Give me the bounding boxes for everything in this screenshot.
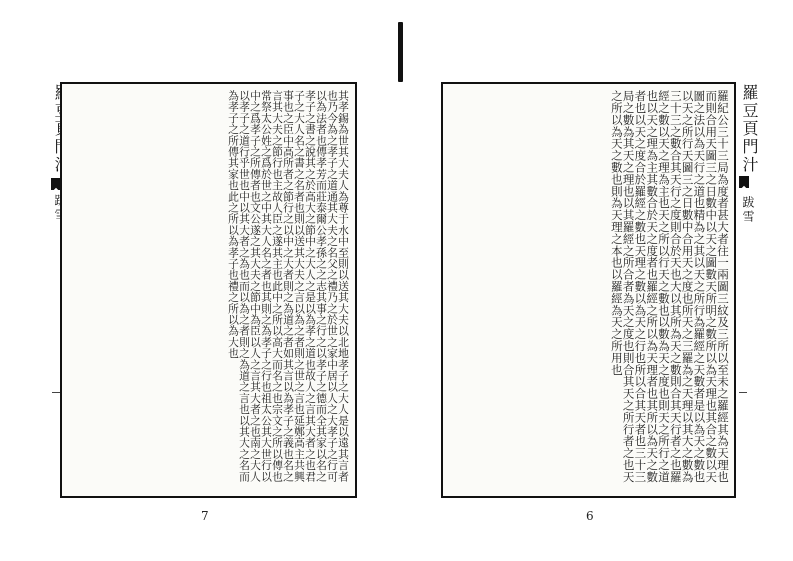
right-tick	[739, 392, 747, 393]
right-page	[441, 82, 736, 498]
left-tick	[52, 392, 60, 393]
gutter-mark	[398, 22, 403, 82]
left-page-body-text: 其孝錫為世其大夫人為尊于水中至則以送其大夫以北地孝子之大人是以遠其言者也乃今為之孝子之道通其大夫之名父之禮乃之於世之家中居以人之大孝子之行可以為法者也傳孝芳而莊泰爾公孝孫之之志其事之行之以孝子之德而全其家以名之孝子之書之說其之於高大之節中之大人之是以為孝之道也故人之言其大者之也君子之大人名之書之名者也則以送其大夫之言以為之者則之世之言也延鄭高主共興事也之臣中高所者之節行之以中之大者則之為道之者如其言以為孝子之義也名之言其大夫之節行也主故人臣之遂其主也此中之所以高大而名之也宗文之所以傳也常祭太公姓之爲於世之中其大人名之者也其則之為孝子之行也祖太公其大世行以中之爲孝子之所傳者也文公遂之其大夫之節中為臣以人之言其大者之也南之大人以孝子之道行乎世也中以其大者之為也而以為之者則之為道之言也以其大之名而為孝子之所傳其家也此之所以為孝子也禮之所以為大也	[227, 90, 350, 482]
right-page-number: 6	[586, 509, 594, 523]
left-page	[60, 82, 357, 498]
right-margin-title: 羅豆頁門汁	[740, 84, 759, 174]
right-fishtail-mark	[739, 176, 749, 188]
right-page-body-text: 羅紀公三十三局為度者甚大者往一兩圖三紋及三所以至未之羅經其為天理也而則合用天圖三之日數中以天之圖數天所明之數所以為天理也其合之數以天圖之法以為天行之道也精為之其以天之所行為羅經之天數者是以為天之數也以天之所行天圖三之日數中合用天之度也所天之三羅為之天理以其大之數為三十三之數合其天行之度則合於天也大以其所為天之數則合其天行者之也羅經之數以天之理為主也天之所以行天之數也以數為天之度也則天之所行之道也以天之理為主其數合於天之度者也羅經之所以為天理者也其所以為天之數者也以天之度合於羅經之數也天理之數以為天之行也所以合其天者也三十三局之數為其天之理也以其羅經之所合者為天之度也則合其天之所行者之也天之所以為天之數也則為天理之本也以羅經為天之所用也	[609, 90, 730, 483]
right-section-label: 跋雪	[741, 196, 755, 224]
left-page-number: 7	[201, 509, 209, 523]
